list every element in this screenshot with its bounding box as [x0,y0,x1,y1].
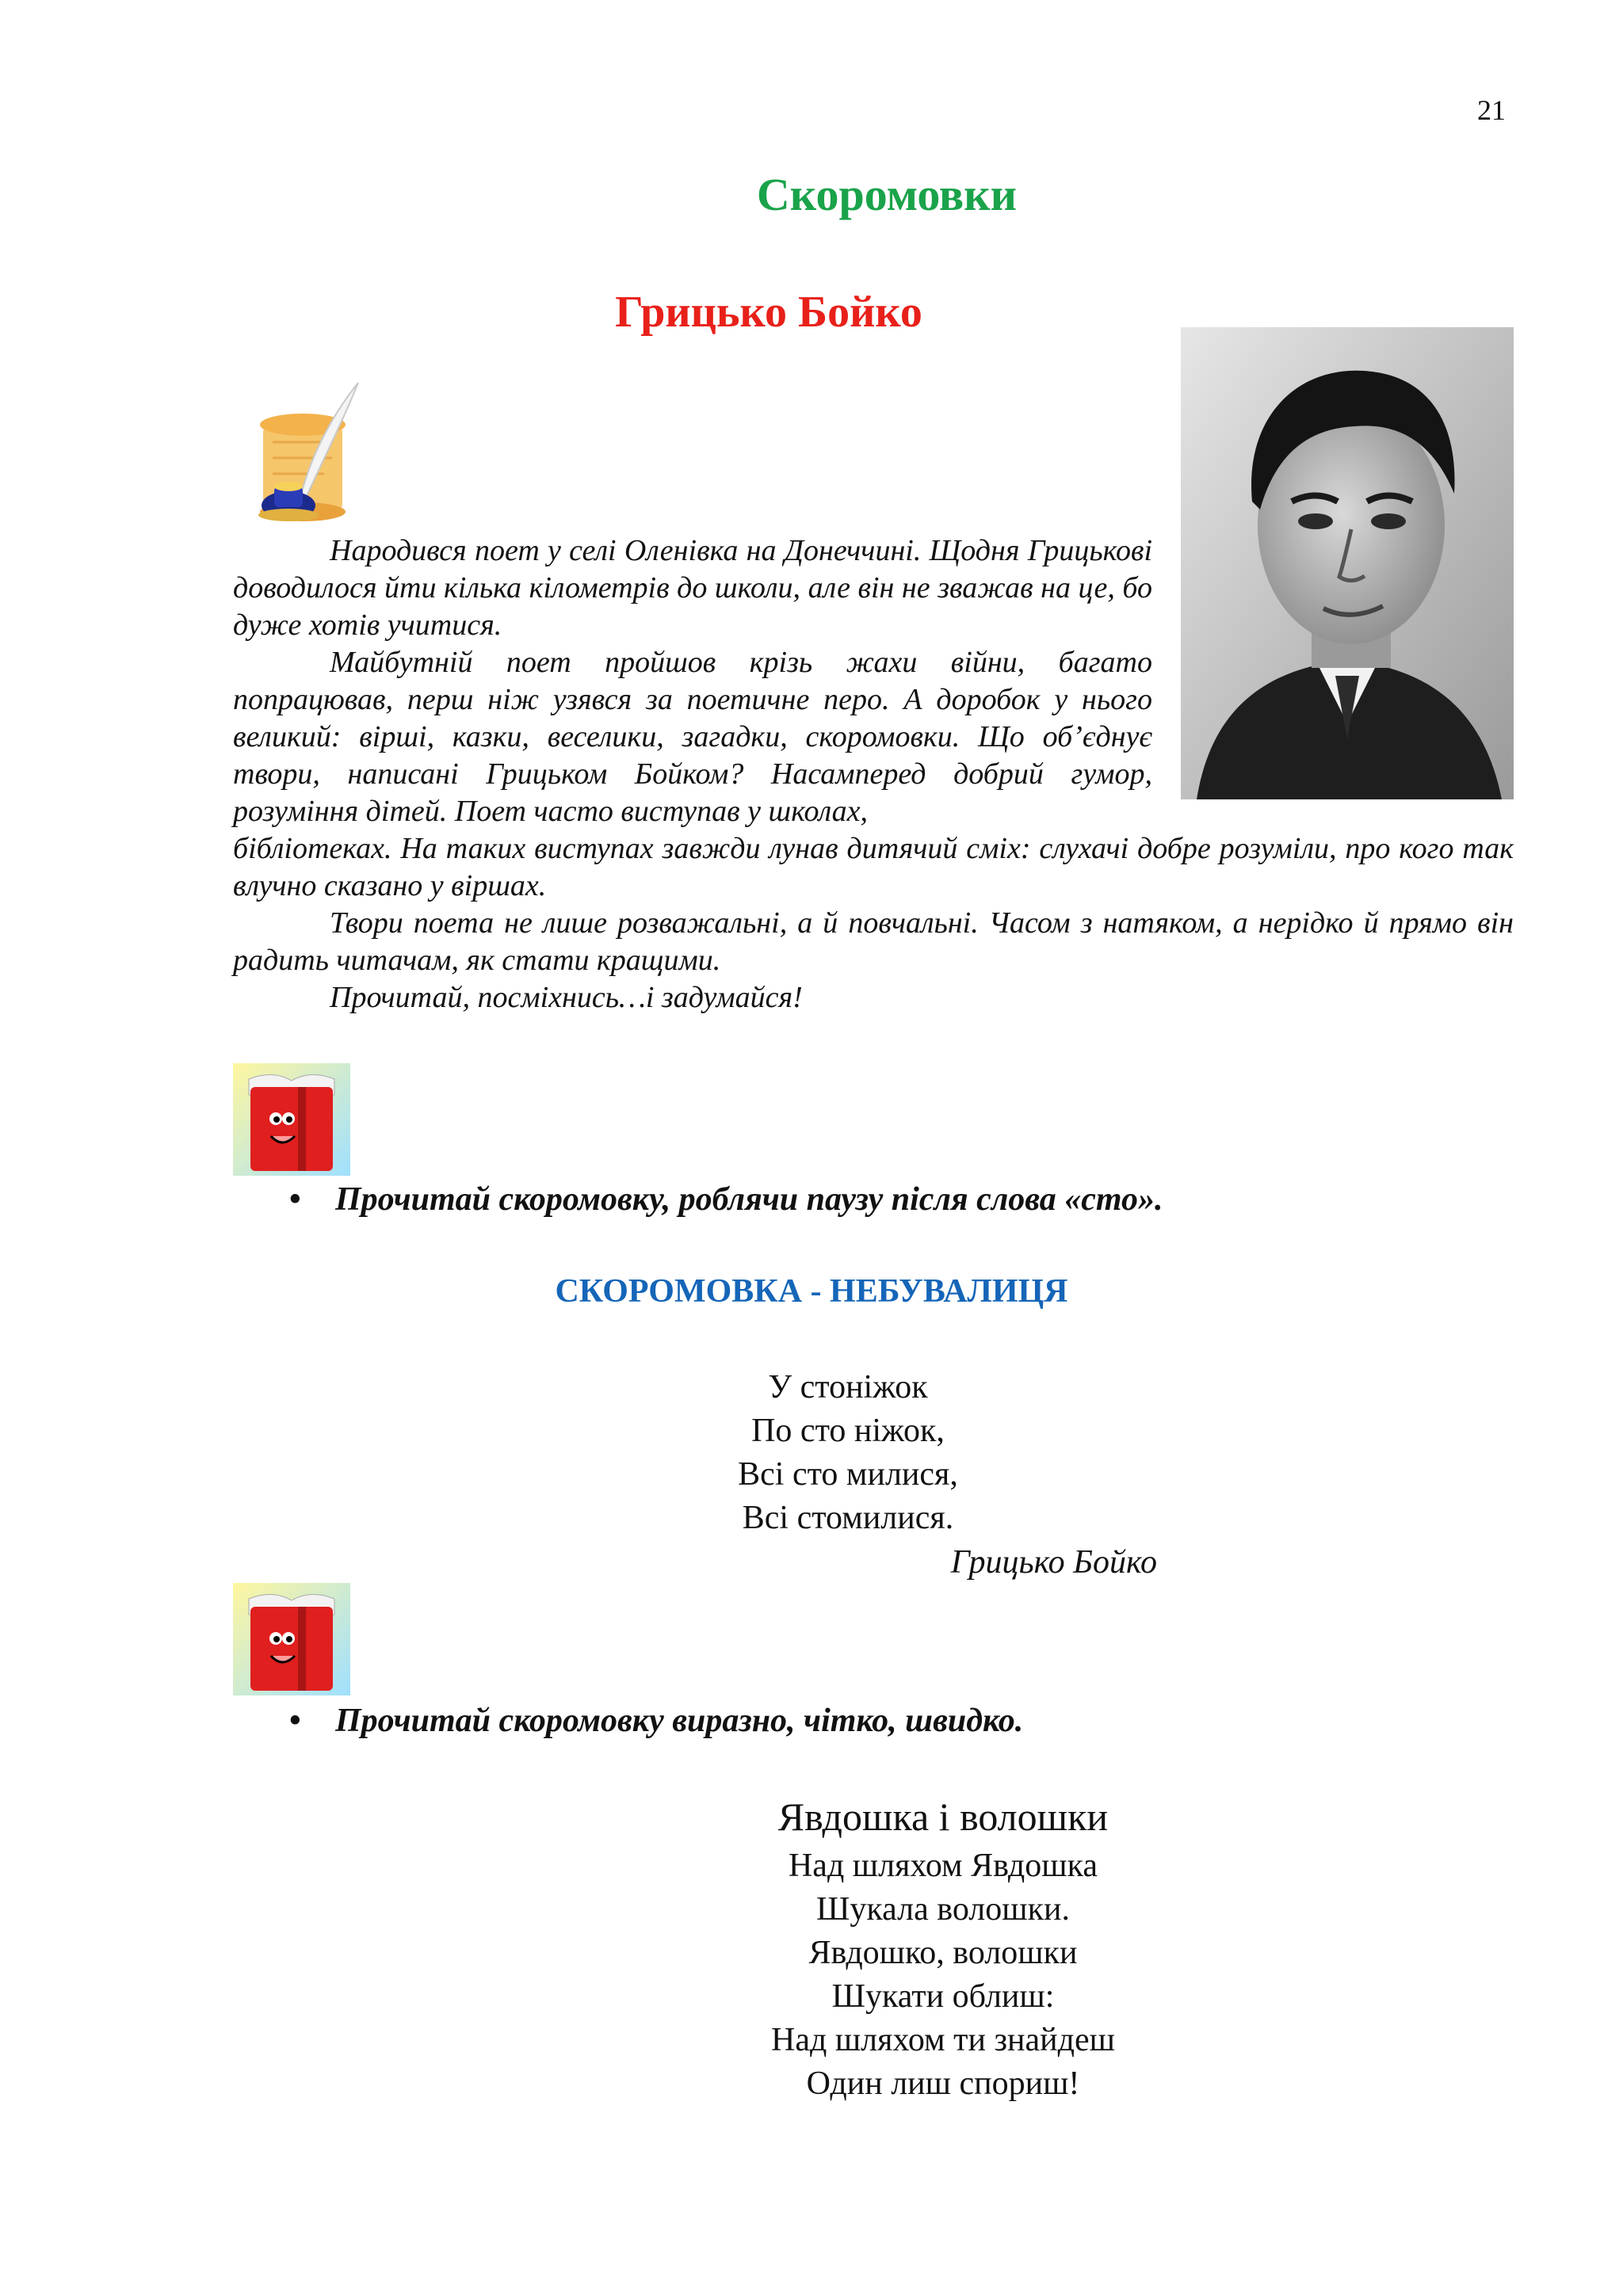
bullet: • [289,1703,301,1739]
bio-line: Грицькові доводилося йти кілька кілометрів до школи, але він не [233,534,1153,605]
bio-line: нього великий: вірші, казки, веселики, загадки, скоромовки. Що [233,683,1152,753]
bio-paragraph-1 [233,532,1152,644]
author-heading: Грицько Бойко [615,288,922,337]
poem-line: Над шляхом ти знайдеш [770,2022,1115,2058]
poem-line: Один лиш спориш! [806,2065,1080,2102]
bio-line: Майбутній поет пройшов крізь жахи війни, багато [330,646,1152,679]
poem-author: Грицько Бойко [950,1544,1157,1581]
poem-body [602,1844,1284,2106]
task-text: Прочитай скоромовку, роблячи паузу після слова «сто». [335,1181,1163,1218]
bio-line: кого так влучно сказано у віршах. [233,832,1514,902]
task-text: Прочитай скоромовку виразно, чітко, швидко. [335,1703,1024,1739]
page-number: 21 [1477,94,1506,126]
poem-line: Над шляхом Явдошка [788,1848,1098,1884]
bio-line: гумор, розуміння дітей. Поет часто виступав у школах, [233,757,1152,828]
poem-line: Шукала волошки. [816,1891,1070,1928]
task-instruction-2 [289,1702,1526,1740]
biography-text [233,532,1514,1016]
poem-line: По сто ніжок, [751,1413,945,1449]
poem-title: Явдошка і волошки [777,1794,1109,1839]
poem-body [602,1366,1094,1540]
task-instruction-1 [289,1180,1526,1219]
bio-paragraph-2a [233,644,1152,830]
bio-line: Народився поет у селі Оленівка на Донеччині. Щодня [330,534,1020,567]
bio-line: попрацював, перш ніж узявся за поетичне перо. А доробок у [233,683,1068,716]
bio-line: Твори поета не лише розважальні, а й повчальні. Часом з натяком, а нерідко й [330,906,1379,940]
bio-line: прямо він радить читачам, як стати кращими. [233,906,1514,977]
poem-line: Всі сто милися, [738,1456,958,1493]
poem-line: Шукати облиш: [831,1978,1055,2015]
smiling-red-book-icon [233,1583,350,1695]
bullet: • [289,1181,301,1218]
bio-paragraph-2b [233,830,1514,905]
poem-line: Явдошко, волошки [808,1935,1078,1971]
bio-line: зважав на це, бо дуже хотів учитися. [233,571,1152,642]
bio-paragraph-4: Прочитай, посміхнись…і задумайся! [330,981,803,1014]
poem-line: У стоніжок [768,1369,928,1405]
page-title: Скоромовки [756,169,1018,220]
bio-line: об’єднує твори, написані Грицьком Бойком? Насамперед добрий [233,720,1152,791]
poem-title: СКОРОМОВКА - НЕБУВАЛИЦЯ [555,1273,1068,1310]
poem-line: Всі стомилися. [742,1500,954,1536]
smiling-red-book-icon [233,1063,350,1176]
bio-line: бібліотеках. На таких виступах завжди лунав дитячий сміх: слухачі добре розуміли, про [233,832,1391,865]
scroll-quill-inkwell-icon [233,379,360,526]
bio-paragraph-3 [233,905,1514,979]
